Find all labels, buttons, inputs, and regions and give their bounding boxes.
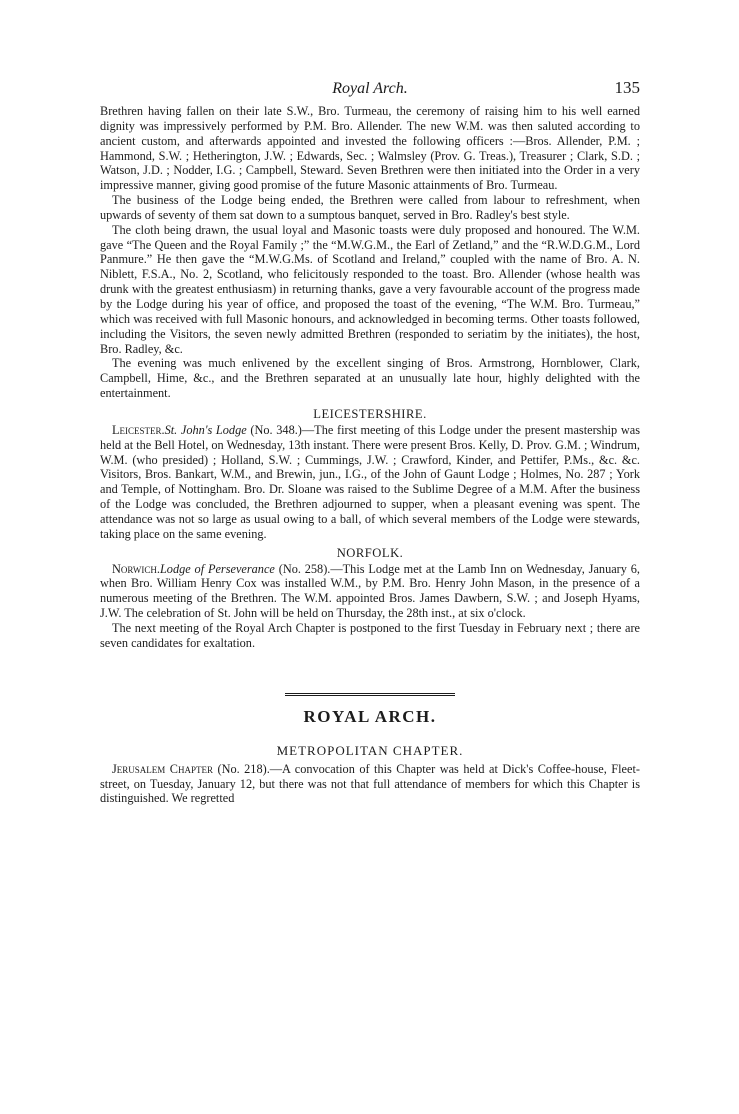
place-leicester: Leicester. [112, 422, 165, 437]
norwich-text: (No. 258).—This Lodge met at the Lamb Inn on Wednesday, January 6, when Bro. William Henry Cox was installed W.M., by P.M. Bro. Henry John Mason, in the presence of a numerous meeting of the Brethren. The W.M. appointed Bros. James Dawbern, S.W. ; and Joseph Hyams, J.W. The celebration of St. John will be held on Thursday, the 28th inst., at six o'clock. [100, 561, 640, 621]
paragraph-leicester [100, 423, 640, 542]
paragraph-jerusalem-chapter [100, 762, 640, 807]
lodge-name-perseverance: Lodge of Perseverance [159, 561, 275, 576]
page [100, 76, 640, 806]
leicester-text: (No. 348.)—The first meeting of this Lodge under the present mastership was held at the Bell Hotel, on Wednesday, 13th instant. There were present Bros. Kelly, D. Prov. G.M. ; Windrum, W.M. (who presided) ; Holland, S.W. ; Cummings, J.W. ; Crawford, Kinder, and Pettifer, P.Ms., &c. &c. Visitors, Bros. Bankart, W.M., and Brewin, jun., I.G., of the John of Gaunt Lodge ; Holmes, No. 287 ; York and Temple, of Nottingham. Bro. Dr. Sloane was raised to the Sublime Degree of a M.M. After the business of the Lodge was concluded, the Brethren adjourned to supper, when a pleasant evening was spent. The attendance was not so large as usual owing to a ball, of which several members of the Lodge were stewards, taking place on the same evening. [100, 422, 640, 541]
paragraph-norwich [100, 562, 640, 621]
heading-metropolitan-chapter: METROPOLITAN CHAPTER. [276, 742, 464, 758]
heading-norfolk: NORFOLK. [336, 545, 404, 560]
heading-leicestershire: LEICESTERSHIRE. [313, 406, 427, 421]
jerusalem-text: (No. 218).—A convocation of this Chapter was held at Dick's Coffee-house, Fleet-street, on Tuesday, January 12, but there was not that full attendance of members for which this Chapter is distinguished. We regretted [100, 761, 640, 806]
section-divider [100, 683, 640, 693]
paragraph-refreshment: The business of the Lodge being ended, the Brethren were called from labour to refreshment, when upwards of seventy of them sat down to a sumptous banquet, served in Bro. Radley's best style. [100, 193, 640, 222]
divider-rule [285, 693, 455, 696]
running-head-title: Royal Arch. [332, 80, 408, 97]
paragraph-raising: Brethren having fallen on their late S.W., Bro. Turmeau, the ceremony of raising him to his well earned dignity was impressively performed by P.M. Bro. Allender. The new W.M. was then saluted according to ancient custom, and afterwards appointed and invested the following officers :—Bros. Allender, P.M. ; Hammond, S.W. ; Hetherington, J.W. ; Edwards, Sec. ; Walmsley (Prov. G. Treas.), Treasurer ; Clark, S.D. ; Watson, J.D. ; Nodder, I.G. ; Campbell, Steward. Seven Brethren were then initiated into the Order in a very impressive manner, giving good promise of the future Masonic attainments of Bro. Turmeau. [100, 104, 640, 193]
paragraph-evening: The evening was much enlivened by the excellent singing of Bros. Armstrong, Hornblower, Clark, Campbell, Hime, &c., and the Brethren separated at an unusually late hour, highly delighted with the entertainment. [100, 356, 640, 401]
paragraph-toasts: The cloth being drawn, the usual loyal and Masonic toasts were duly proposed and honoured. The W.M. gave “The Queen and the Royal Family ;” the “M.W.G.M., the Earl of Zetland,” and the “R.W.D.G.M., Lord Panmure.” He then gave the “M.W.G.Ms. of Scotland and Ireland,” coupled with the name of Bro. A. N. Niblett, F.S.A., No. 2, Scotland, who felicitously responded to the toast. Bro. Allender (whose health was drunk with the greatest enthusiasm) in returning thanks, gave a very favourable account of the progress made by the Lodge during his year of office, and proposed the toast of the evening, “The W.M. Bro. Turmeau,” which was received with full Masonic honours, and acknowledged in becoming terms. Other toasts followed, including the Visitors, the seven newly admitted Brethren (responded to seriatim by the initiates), the host, Bro. Radley, &c. [100, 222, 640, 356]
section-title-royal-arch: ROYAL ARCH. [303, 706, 437, 726]
lodge-name-st-johns: St. John's Lodge [164, 422, 247, 437]
place-norwich: Norwich. [112, 561, 160, 576]
page-number: 135 [614, 78, 640, 97]
place-jerusalem-chapter: Jerusalem Chapter [112, 761, 213, 776]
paragraph-next-meeting: The next meeting of the Royal Arch Chapter is postponed to the first Tuesday in February next ; there are seven candidates for exaltation. [100, 621, 640, 650]
running-head [100, 76, 640, 104]
